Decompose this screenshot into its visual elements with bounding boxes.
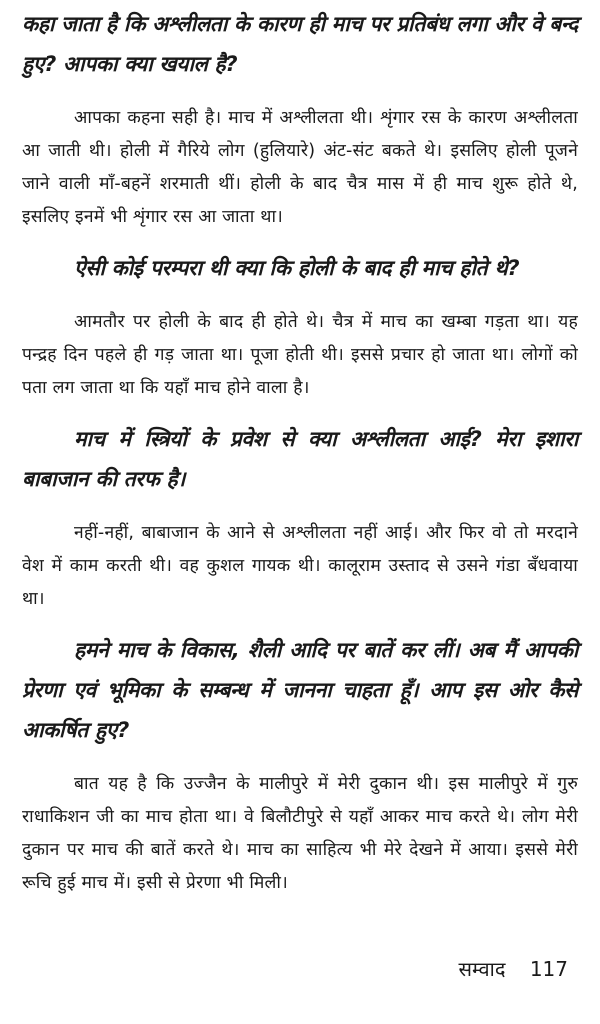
question-3: माच में स्त्रियों के प्रवेश से क्या अश्लीलता आई? मेरा इशारा बाबाजान की तरफ है। bbox=[22, 427, 578, 491]
book-title: सम्वाद bbox=[458, 957, 506, 981]
answer-2: आमतौर पर होली के बाद ही होते थे। चैत्र में माच का खम्बा गड़ता था। यह पन्द्रह दिन पहले ही गड़ जाता था। पूजा होती थी। इससे प्रचार हो जाता था। लोगों को पता लग जाता था कि यहाँ माच होने वाला है। bbox=[22, 312, 578, 398]
question-4: हमने माच के विकास, शैली आदि पर बातें कर लीं। अब मैं आपकी प्रेरणा एवं भूमिका के सम्बन्ध में जानना चाहता हूँ। आप इस ओर कैसे आकर्षित हुए? bbox=[22, 638, 578, 742]
page-number: 117 bbox=[529, 957, 568, 981]
question-2: ऐसी कोई परम्परा थी क्या कि होली के बाद ही माच होते थे? bbox=[74, 256, 520, 280]
answer-1: आपका कहना सही है। माच में अश्लीलता थी। शृंगार रस के कारण अश्लीलता आ जाती थी। होली में गैरिये लोग (हुलियारे) अंट-संट बकते थे। इसलिए होली पूजने जाने वाली माँ-बहनें शरमाती थीं। होली के बाद चैत्र मास में ही माच शुरू होते थे, इसलिए इनमें भी शृंगार रस आ जाता था। bbox=[22, 108, 578, 227]
page-footer bbox=[459, 955, 569, 982]
answer-3: नहीं-नहीं, बाबाजान के आने से अश्लीलता नहीं आई। और फिर वो तो मरदाने वेश में काम करती थी। वह कुशल गायक थी। कालूराम उस्ताद से उसने गंडा बँधवाया था। bbox=[22, 523, 578, 609]
question-1: कहा जाता है कि अश्लीलता के कारण ही माच पर प्रतिबंध लगा और वे बन्द हुए? आपका क्या खयाल है? bbox=[22, 12, 578, 76]
document-page bbox=[22, 4, 578, 900]
answer-4: बात यह है कि उज्जैन के मालीपुरे में मेरी दुकान थी। इस मालीपुरे में गुरु राधाकिशन जी का माच होता था। वे बिलौटीपुरे से यहाँ आकर माच करते थे। लोग मेरी दुकान पर माच की बातें करते थे। माच का साहित्य भी मेरे देखने में आया। इससे मेरी रूचि हुई माच में। इसी से प्रेरणा भी मिली। bbox=[22, 774, 578, 893]
